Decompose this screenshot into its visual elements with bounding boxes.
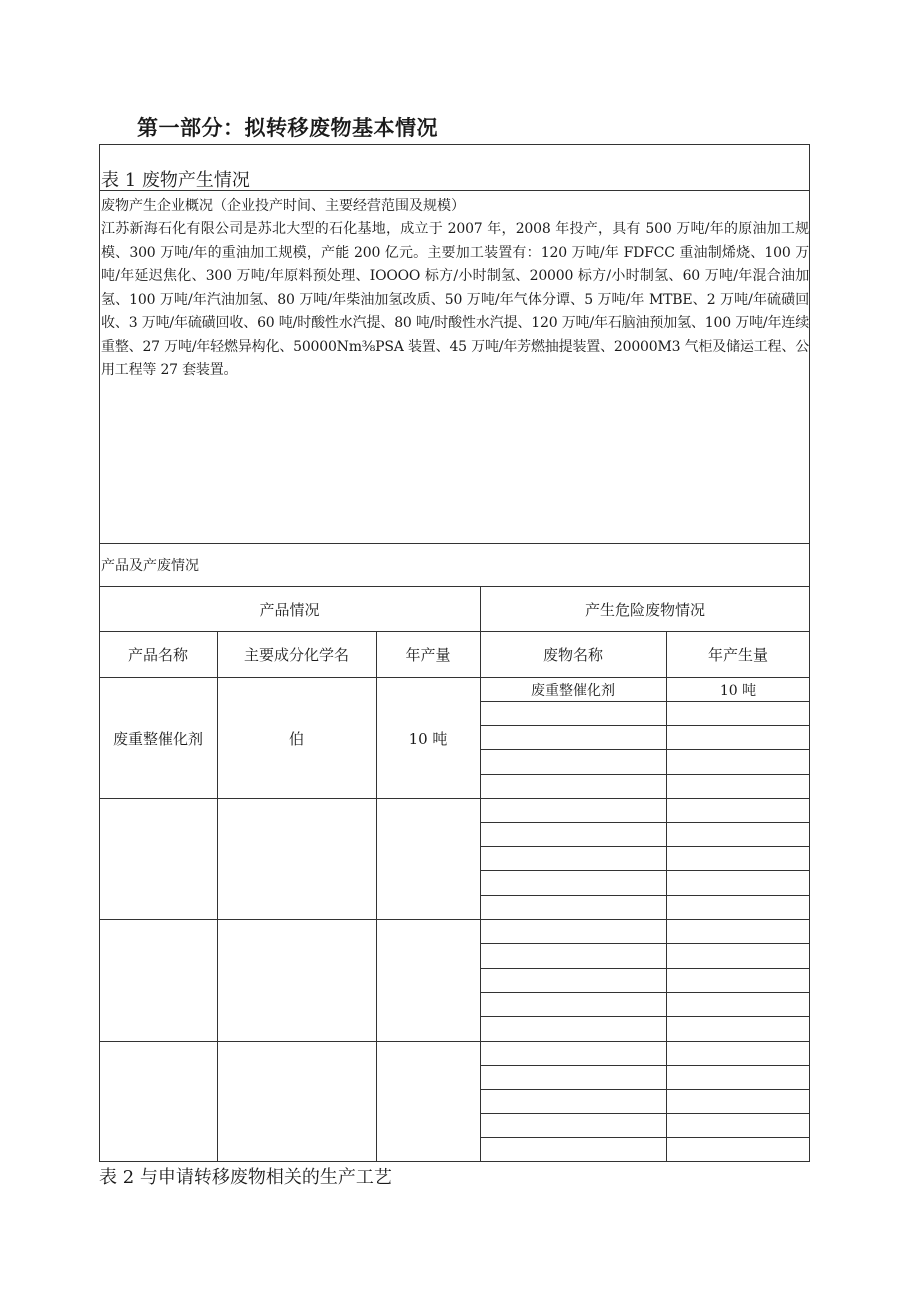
products-section-label: 产品及产废情况 [101,558,199,574]
divider [480,943,810,944]
part-title: 第一部分：拟转移废物基本情况 [137,116,438,140]
main-component-cell: 伯 [288,729,304,748]
divider [480,870,810,871]
divider [480,992,810,993]
divider [99,543,810,544]
divider [99,1041,810,1042]
divider [480,1089,810,1090]
divider [480,1065,810,1066]
divider [480,725,810,726]
divider [480,701,810,702]
divider [99,190,810,191]
divider [480,846,810,847]
overview-label: 废物产生企业概况（企业投产时间、主要经营范围及规模） [101,198,465,214]
table2-title: 表 2 与申请转移废物相关的生产工艺 [99,1167,392,1188]
waste-name-cell: 废重整催化剂 [531,682,615,699]
divider [666,631,667,1162]
divider [480,895,810,896]
divider [99,919,810,920]
divider [480,1137,810,1138]
overview-text: 江苏新海石化有限公司是苏北大型的石化基地，成立于 2007 年，2008 年投产，具有 500 万吨/年的原油加工规模、300 万吨/年的重油加工规模，产能 200 亿元。主要加工装置有：120 万吨/年 FDFCC 重油制烯烧、100 万吨/年延迟焦化、300 万吨/年原料预处理、IOOOO 标方/小时制氢、20000 标方/小时制氢、60 万吨/年混合油加氢、100 万吨/年汽油加氢、80 万吨/年柴油加氢改质、50 万吨/年气体分谭、5 万吨/年 MTBE、2 万吨/年硫磺回收、3 万吨/年硫磺回收、60 吨/时酸性水汽提、80 吨/时酸性水汽提、120 万吨/年石脑油预加氢、100 万吨/年连续重整、27 万吨/年轻燃异构化、50000Nm⅜PSA 装置、45 万吨/年芳燃抽提装置、20000M3 气柜及储运工程、公用工程等 27 套装置。 [101,221,809,378]
hazardous-waste-header: 产生危险废物情况 [584,600,705,619]
divider [99,798,810,799]
divider [480,968,810,969]
product-info-header: 产品情况 [259,600,320,619]
column-header-main-component: 主要成分化学名 [243,646,349,664]
product-name-cell: 废重整催化剂 [112,729,203,748]
divider [480,774,810,775]
divider [480,749,810,750]
waste-amount-cell: 10 吨 [719,682,757,699]
column-header-annual-generation: 年产生量 [707,646,768,664]
column-header-waste-name: 废物名称 [542,646,603,664]
table1-title: 表 1 废物产生情况 [101,170,250,191]
column-header-product-name: 产品名称 [127,646,188,664]
divider [480,1016,810,1017]
divider [480,1113,810,1114]
annual-output-cell: 10 吨 [408,729,448,748]
column-header-annual-output: 年产量 [405,646,451,664]
divider [480,822,810,823]
